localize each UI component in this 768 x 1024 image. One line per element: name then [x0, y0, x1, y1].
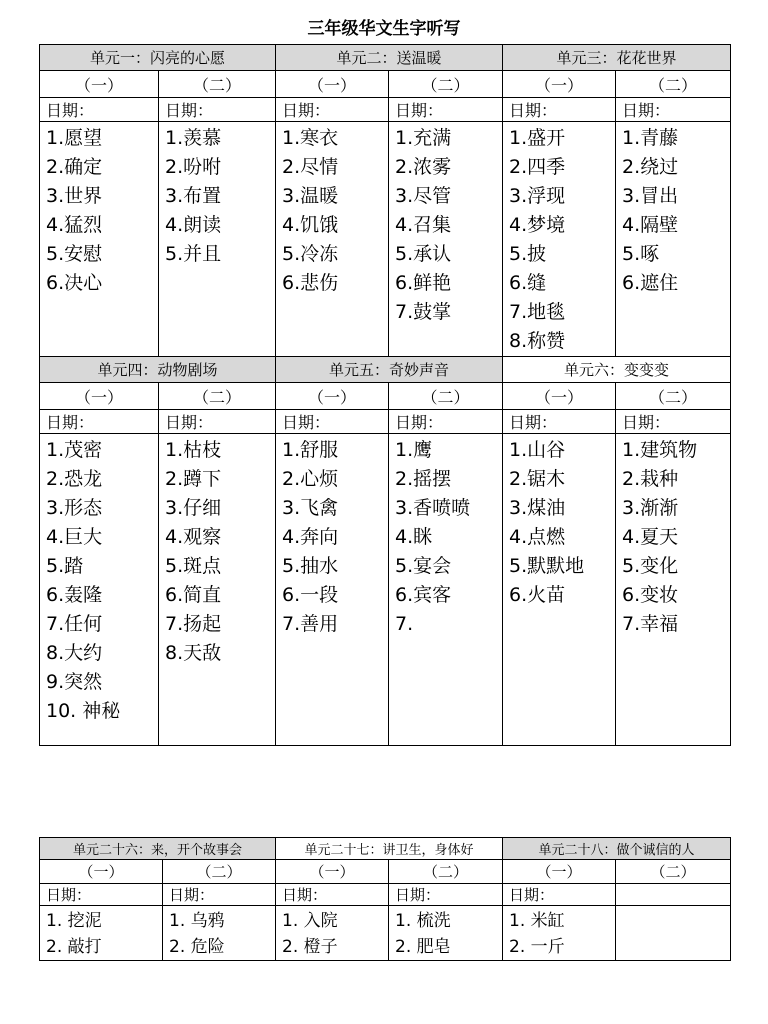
word-item: 7.善用 — [282, 613, 339, 635]
word-item: 4.召集 — [395, 214, 452, 236]
word-item: 3.形态 — [46, 497, 103, 519]
word-item: 2.浓雾 — [395, 156, 452, 178]
word-item: 1.建筑物 — [622, 439, 698, 461]
word-item: 10. 神秘 — [46, 700, 121, 722]
word-item: 2. 一斤 — [509, 937, 565, 957]
word-item: 5.默默地 — [509, 555, 585, 577]
word-item: 4.眯 — [395, 526, 433, 548]
word-item: 1.盛开 — [509, 127, 566, 149]
word-item: 8.称赞 — [509, 330, 566, 352]
word-list — [503, 434, 616, 746]
word-item: 6.简直 — [165, 584, 222, 606]
word-item: 5.啄 — [622, 243, 660, 265]
sub-header-one: （一） — [40, 383, 159, 410]
unit-header-26: 单元二十六：来，开个故事会 — [40, 838, 276, 860]
word-item: 4.猛烈 — [46, 214, 103, 236]
sub-header-one: （一） — [503, 71, 616, 98]
word-item: 5.并且 — [165, 243, 222, 265]
word-item: 2.绕过 — [622, 156, 679, 178]
word-list — [616, 122, 731, 357]
word-item: 2. 橙子 — [282, 937, 338, 957]
word-item: 2.尽情 — [282, 156, 339, 178]
word-item: 6.轰隆 — [46, 584, 103, 606]
date-label: 日期： — [503, 410, 616, 434]
word-item: 3.仔细 — [165, 497, 222, 519]
word-item: 2.栽种 — [622, 468, 679, 490]
dictation-table-top — [39, 44, 731, 746]
word-item: 1.羡慕 — [165, 127, 222, 149]
word-list — [276, 906, 389, 961]
word-item: 4.梦境 — [509, 214, 566, 236]
word-item: 1.舒服 — [282, 439, 339, 461]
date-label: 日期： — [389, 410, 503, 434]
word-item: 3.温暖 — [282, 185, 339, 207]
word-list — [40, 906, 163, 961]
sub-header-two: （二） — [389, 383, 503, 410]
date-label: 日期： — [503, 98, 616, 122]
sub-header-two: （二） — [389, 860, 503, 884]
word-list — [163, 906, 276, 961]
word-item: 1. 米缸 — [509, 911, 565, 931]
word-item: 1.青藤 — [622, 127, 679, 149]
sub-header-two: （二） — [616, 71, 731, 98]
word-list — [276, 434, 389, 746]
date-label: 日期： — [616, 98, 731, 122]
word-item: 8.天敌 — [165, 642, 222, 664]
word-item: 3.飞禽 — [282, 497, 339, 519]
word-item: 1.山谷 — [509, 439, 566, 461]
word-list — [389, 434, 503, 746]
word-item: 5.抽水 — [282, 555, 339, 577]
word-item: 1.枯枝 — [165, 439, 222, 461]
unit-header-6: 单元六：变变变 — [503, 357, 731, 383]
word-list — [616, 434, 731, 746]
word-item: 1. 挖泥 — [46, 911, 102, 931]
word-list — [389, 122, 503, 357]
word-item: 2.蹲下 — [165, 468, 222, 490]
word-item: 1.充满 — [395, 127, 452, 149]
word-list — [159, 434, 276, 746]
word-list — [40, 434, 159, 746]
sub-header-two: （二） — [159, 383, 276, 410]
word-item: 6.变妆 — [622, 584, 679, 606]
sub-header-two: （二） — [159, 71, 276, 98]
word-item: 7.地毯 — [509, 301, 566, 323]
sub-header-two: （二） — [163, 860, 276, 884]
date-label: 日期： — [163, 884, 276, 906]
sub-header-two: （二） — [616, 383, 731, 410]
unit-header-2: 单元二：送温暖 — [276, 45, 503, 71]
word-item: 9.突然 — [46, 671, 103, 693]
sub-header-two: （二） — [389, 71, 503, 98]
word-item: 7.扬起 — [165, 613, 222, 635]
word-item: 7. — [395, 613, 414, 635]
date-label: 日期： — [276, 98, 389, 122]
sub-header-one: （一） — [276, 860, 389, 884]
date-label: 日期： — [503, 884, 616, 906]
unit-header-5: 单元五：奇妙声音 — [276, 357, 503, 383]
word-item: 5.斑点 — [165, 555, 222, 577]
word-item: 5.安慰 — [46, 243, 103, 265]
word-item: 2. 危险 — [169, 937, 225, 957]
date-label: 日期： — [40, 410, 159, 434]
word-item: 6.火苗 — [509, 584, 566, 606]
word-item: 4.朗读 — [165, 214, 222, 236]
date-label: 日期： — [159, 98, 276, 122]
word-item: 2. 敲打 — [46, 937, 102, 957]
word-item: 4.隔壁 — [622, 214, 679, 236]
word-item: 6.鲜艳 — [395, 272, 452, 294]
word-item: 6.一段 — [282, 584, 339, 606]
word-item: 4.饥饿 — [282, 214, 339, 236]
word-item: 2.吩咐 — [165, 156, 222, 178]
word-item: 6.宾客 — [395, 584, 452, 606]
word-item: 5.披 — [509, 243, 547, 265]
word-item: 4.奔向 — [282, 526, 339, 548]
word-item: 6.悲伤 — [282, 272, 339, 294]
date-label: 日期： — [389, 98, 503, 122]
date-label: 日期： — [276, 884, 389, 906]
word-list — [503, 122, 616, 357]
sub-header-one: （一） — [40, 860, 163, 884]
word-list — [40, 122, 159, 357]
word-item: 5.踏 — [46, 555, 84, 577]
word-item: 2.锯木 — [509, 468, 566, 490]
word-item: 1. 梳洗 — [395, 911, 451, 931]
word-item: 4.夏天 — [622, 526, 679, 548]
word-item: 1. 入院 — [282, 911, 338, 931]
unit-header-27: 单元二十七：讲卫生，身体好 — [276, 838, 503, 860]
word-item: 1.鹰 — [395, 439, 433, 461]
word-item: 5.宴会 — [395, 555, 452, 577]
word-item: 7.鼓掌 — [395, 301, 452, 323]
word-item: 6.缝 — [509, 272, 547, 294]
word-list — [159, 122, 276, 357]
word-item: 2.恐龙 — [46, 468, 103, 490]
word-item: 6.决心 — [46, 272, 103, 294]
word-item: 2.四季 — [509, 156, 566, 178]
unit-header-28: 单元二十八：做个诚信的人 — [503, 838, 731, 860]
date-label: 日期： — [40, 98, 159, 122]
word-list — [276, 122, 389, 357]
date-label: 日期： — [389, 884, 503, 906]
word-list — [616, 906, 731, 961]
sub-header-one: （一） — [503, 860, 616, 884]
date-label: 日期： — [276, 410, 389, 434]
unit-header-3: 单元三：花花世界 — [503, 45, 731, 71]
word-item: 7.任何 — [46, 613, 103, 635]
word-item: 1. 乌鸦 — [169, 911, 225, 931]
word-item: 4.观察 — [165, 526, 222, 548]
word-item: 5.承认 — [395, 243, 452, 265]
date-label: 日期： — [40, 884, 163, 906]
page-title: 三年级华文生字听写 — [307, 19, 461, 39]
date-label: 日期： — [159, 410, 276, 434]
word-item: 8.大约 — [46, 642, 103, 664]
word-item: 4.点燃 — [509, 526, 566, 548]
word-item: 3.浮现 — [509, 185, 566, 207]
word-item: 3.布置 — [165, 185, 222, 207]
date-label: 日期： — [616, 410, 731, 434]
word-item: 3.渐渐 — [622, 497, 679, 519]
word-item: 5.冷冻 — [282, 243, 339, 265]
word-item: 3.香喷喷 — [395, 497, 471, 519]
word-item: 3.世界 — [46, 185, 103, 207]
sub-header-one: （一） — [276, 71, 389, 98]
unit-header-1: 单元一：闪亮的心愿 — [40, 45, 276, 71]
word-item: 2.确定 — [46, 156, 103, 178]
word-item: 1.寒衣 — [282, 127, 339, 149]
word-item: 1.愿望 — [46, 127, 103, 149]
word-list — [503, 906, 616, 961]
date-label-empty — [616, 884, 731, 906]
word-item: 5.变化 — [622, 555, 679, 577]
word-item: 1.茂密 — [46, 439, 103, 461]
sub-header-one: （一） — [40, 71, 159, 98]
unit-header-4: 单元四：动物剧场 — [40, 357, 276, 383]
word-item: 6.遮住 — [622, 272, 679, 294]
sub-header-two: （二） — [616, 860, 731, 884]
word-item: 2.心烦 — [282, 468, 339, 490]
word-list — [389, 906, 503, 961]
sub-header-one: （一） — [276, 383, 389, 410]
sub-header-one: （一） — [503, 383, 616, 410]
word-item: 2.摇摆 — [395, 468, 452, 490]
word-item: 7.幸福 — [622, 613, 679, 635]
word-item: 3.冒出 — [622, 185, 679, 207]
word-item: 3.煤油 — [509, 497, 566, 519]
word-item: 3.尽管 — [395, 185, 452, 207]
word-item: 4.巨大 — [46, 526, 103, 548]
word-item: 2. 肥皂 — [395, 937, 451, 957]
dictation-table-bottom — [39, 837, 731, 961]
